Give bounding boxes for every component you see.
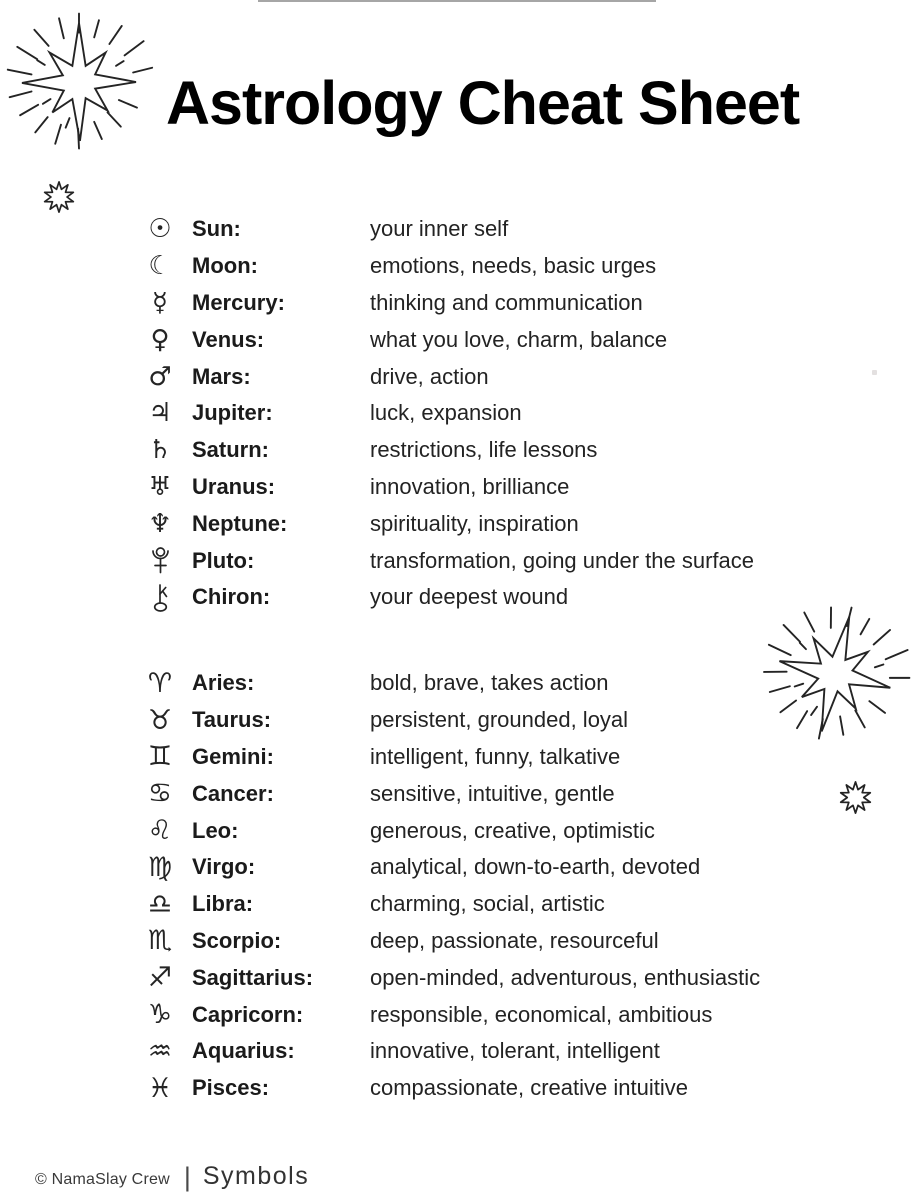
aries-symbol-icon: ♈ xyxy=(147,667,173,699)
list-item xyxy=(138,432,754,469)
item-description: restrictions, life lessons xyxy=(370,437,598,463)
saturn-symbol-icon: ♄ xyxy=(148,435,172,466)
item-description: open-minded, adventurous, enthusiastic xyxy=(370,964,761,990)
list-item xyxy=(138,775,760,812)
leo-symbol-icon: ♌ xyxy=(147,815,173,847)
taurus-symbol-icon: ♉ xyxy=(147,704,173,736)
list-item xyxy=(138,321,754,358)
item-name: Jupiter: xyxy=(192,400,273,426)
jupiter-symbol-icon: ♃ xyxy=(148,398,172,429)
starburst-icon xyxy=(742,582,915,767)
chiron-symbol-icon xyxy=(138,583,192,612)
item-name: Neptune: xyxy=(192,510,288,536)
footer xyxy=(35,1160,309,1191)
item-name: Venus: xyxy=(192,326,265,352)
list-item xyxy=(138,248,754,285)
gemini-symbol-icon: ♊ xyxy=(147,741,173,773)
item-description: luck, expansion xyxy=(370,400,522,426)
list-item xyxy=(138,923,760,960)
libra-symbol-icon: ♎ xyxy=(147,888,173,920)
item-description: drive, action xyxy=(370,363,489,389)
scorpio-symbol-icon: ♏ xyxy=(147,925,173,957)
item-description: responsible, economical, ambitious xyxy=(370,1001,713,1027)
list-item xyxy=(138,358,754,395)
item-description: emotions, needs, basic urges xyxy=(370,253,657,279)
item-name: Taurus: xyxy=(192,707,272,733)
item-name: Gemini: xyxy=(192,743,274,769)
item-description: your inner self xyxy=(370,216,509,242)
item-name: Pluto: xyxy=(192,547,255,573)
paper-speck xyxy=(872,370,877,375)
list-item xyxy=(138,285,754,322)
item-name: Scorpio: xyxy=(192,927,282,953)
list-item xyxy=(138,1033,760,1070)
list-item xyxy=(138,849,760,886)
item-description: generous, creative, optimistic xyxy=(370,817,655,843)
item-description: charming, social, artistic xyxy=(370,891,605,917)
item-name: Saturn: xyxy=(192,437,269,463)
item-description: deep, passionate, resourceful xyxy=(370,927,659,953)
sagittarius-symbol-icon: ♐ xyxy=(147,962,173,994)
item-name: Leo: xyxy=(192,817,239,843)
list-item xyxy=(138,542,754,579)
item-name: Aquarius: xyxy=(192,1038,295,1064)
item-name: Chiron: xyxy=(192,584,271,610)
item-name: Capricorn: xyxy=(192,1001,304,1027)
item-description: analytical, down-to-earth, devoted xyxy=(370,854,701,880)
list-item xyxy=(138,1070,760,1107)
mercury-symbol-icon: ☿ xyxy=(152,287,168,318)
item-description: compassionate, creative intuitive xyxy=(370,1075,688,1101)
uranus-symbol-icon: ♅ xyxy=(148,471,172,502)
starburst-icon xyxy=(2,6,156,158)
sun-symbol-icon: ☉ xyxy=(148,214,172,245)
item-description: transformation, going under the surface xyxy=(370,547,755,573)
venus-symbol-icon: ♀ xyxy=(150,324,170,355)
brand-name: Symbols xyxy=(202,1162,310,1190)
item-description: thinking and communication xyxy=(370,289,643,315)
page-title: Astrology Cheat Sheet xyxy=(166,69,800,137)
capricorn-symbol-icon: ♑ xyxy=(147,999,173,1031)
list-item xyxy=(138,886,760,923)
planet-list xyxy=(138,211,754,616)
list-item xyxy=(138,702,760,739)
item-description: your deepest wound xyxy=(370,584,569,610)
list-item xyxy=(138,665,760,702)
footer-separator: | xyxy=(183,1162,191,1192)
item-name: Mercury: xyxy=(192,289,285,315)
moon-symbol-icon: ☾ xyxy=(148,251,172,282)
item-name: Cancer: xyxy=(192,780,274,806)
mars-symbol-icon: ♂ xyxy=(148,361,172,392)
zodiac-sign-list xyxy=(138,665,760,1107)
list-item xyxy=(138,579,754,616)
burst-star-icon xyxy=(42,180,76,214)
list-item xyxy=(138,469,754,506)
item-name: Mars: xyxy=(192,363,251,389)
item-description: innovative, tolerant, intelligent xyxy=(370,1038,660,1064)
item-description: sensitive, intuitive, gentle xyxy=(370,780,615,806)
virgo-symbol-icon: ♍ xyxy=(147,851,173,883)
item-description: bold, brave, takes action xyxy=(370,670,609,696)
item-name: Uranus: xyxy=(192,473,276,499)
list-item xyxy=(138,395,754,432)
pluto-symbol-icon xyxy=(138,546,192,575)
item-description: intelligent, funny, talkative xyxy=(370,743,621,769)
item-name: Aries: xyxy=(192,670,255,696)
item-name: Virgo: xyxy=(192,854,256,880)
item-name: Sun: xyxy=(192,216,241,242)
aquarius-symbol-icon: ♒ xyxy=(147,1035,173,1067)
item-name: Libra: xyxy=(192,891,254,917)
list-item xyxy=(138,812,760,849)
item-description: what you love, charm, balance xyxy=(370,326,668,352)
item-description: persistent, grounded, loyal xyxy=(370,707,629,733)
burst-star-icon xyxy=(838,780,873,815)
item-description: innovation, brilliance xyxy=(370,473,570,499)
item-description: spirituality, inspiration xyxy=(370,510,579,536)
list-item xyxy=(138,739,760,776)
item-name: Pisces: xyxy=(192,1075,270,1101)
list-item xyxy=(138,211,754,248)
pisces-symbol-icon: ♓ xyxy=(147,1072,173,1104)
cancer-symbol-icon: ♋ xyxy=(147,778,173,810)
item-name: Moon: xyxy=(192,253,258,279)
copyright-text: © NamaSlay Crew xyxy=(35,1171,170,1188)
list-item xyxy=(138,959,760,996)
page-top-crop-line xyxy=(258,0,656,2)
item-name: Sagittarius: xyxy=(192,964,314,990)
neptune-symbol-icon: ♆ xyxy=(148,508,172,539)
list-item xyxy=(138,996,760,1033)
list-item xyxy=(138,505,754,542)
